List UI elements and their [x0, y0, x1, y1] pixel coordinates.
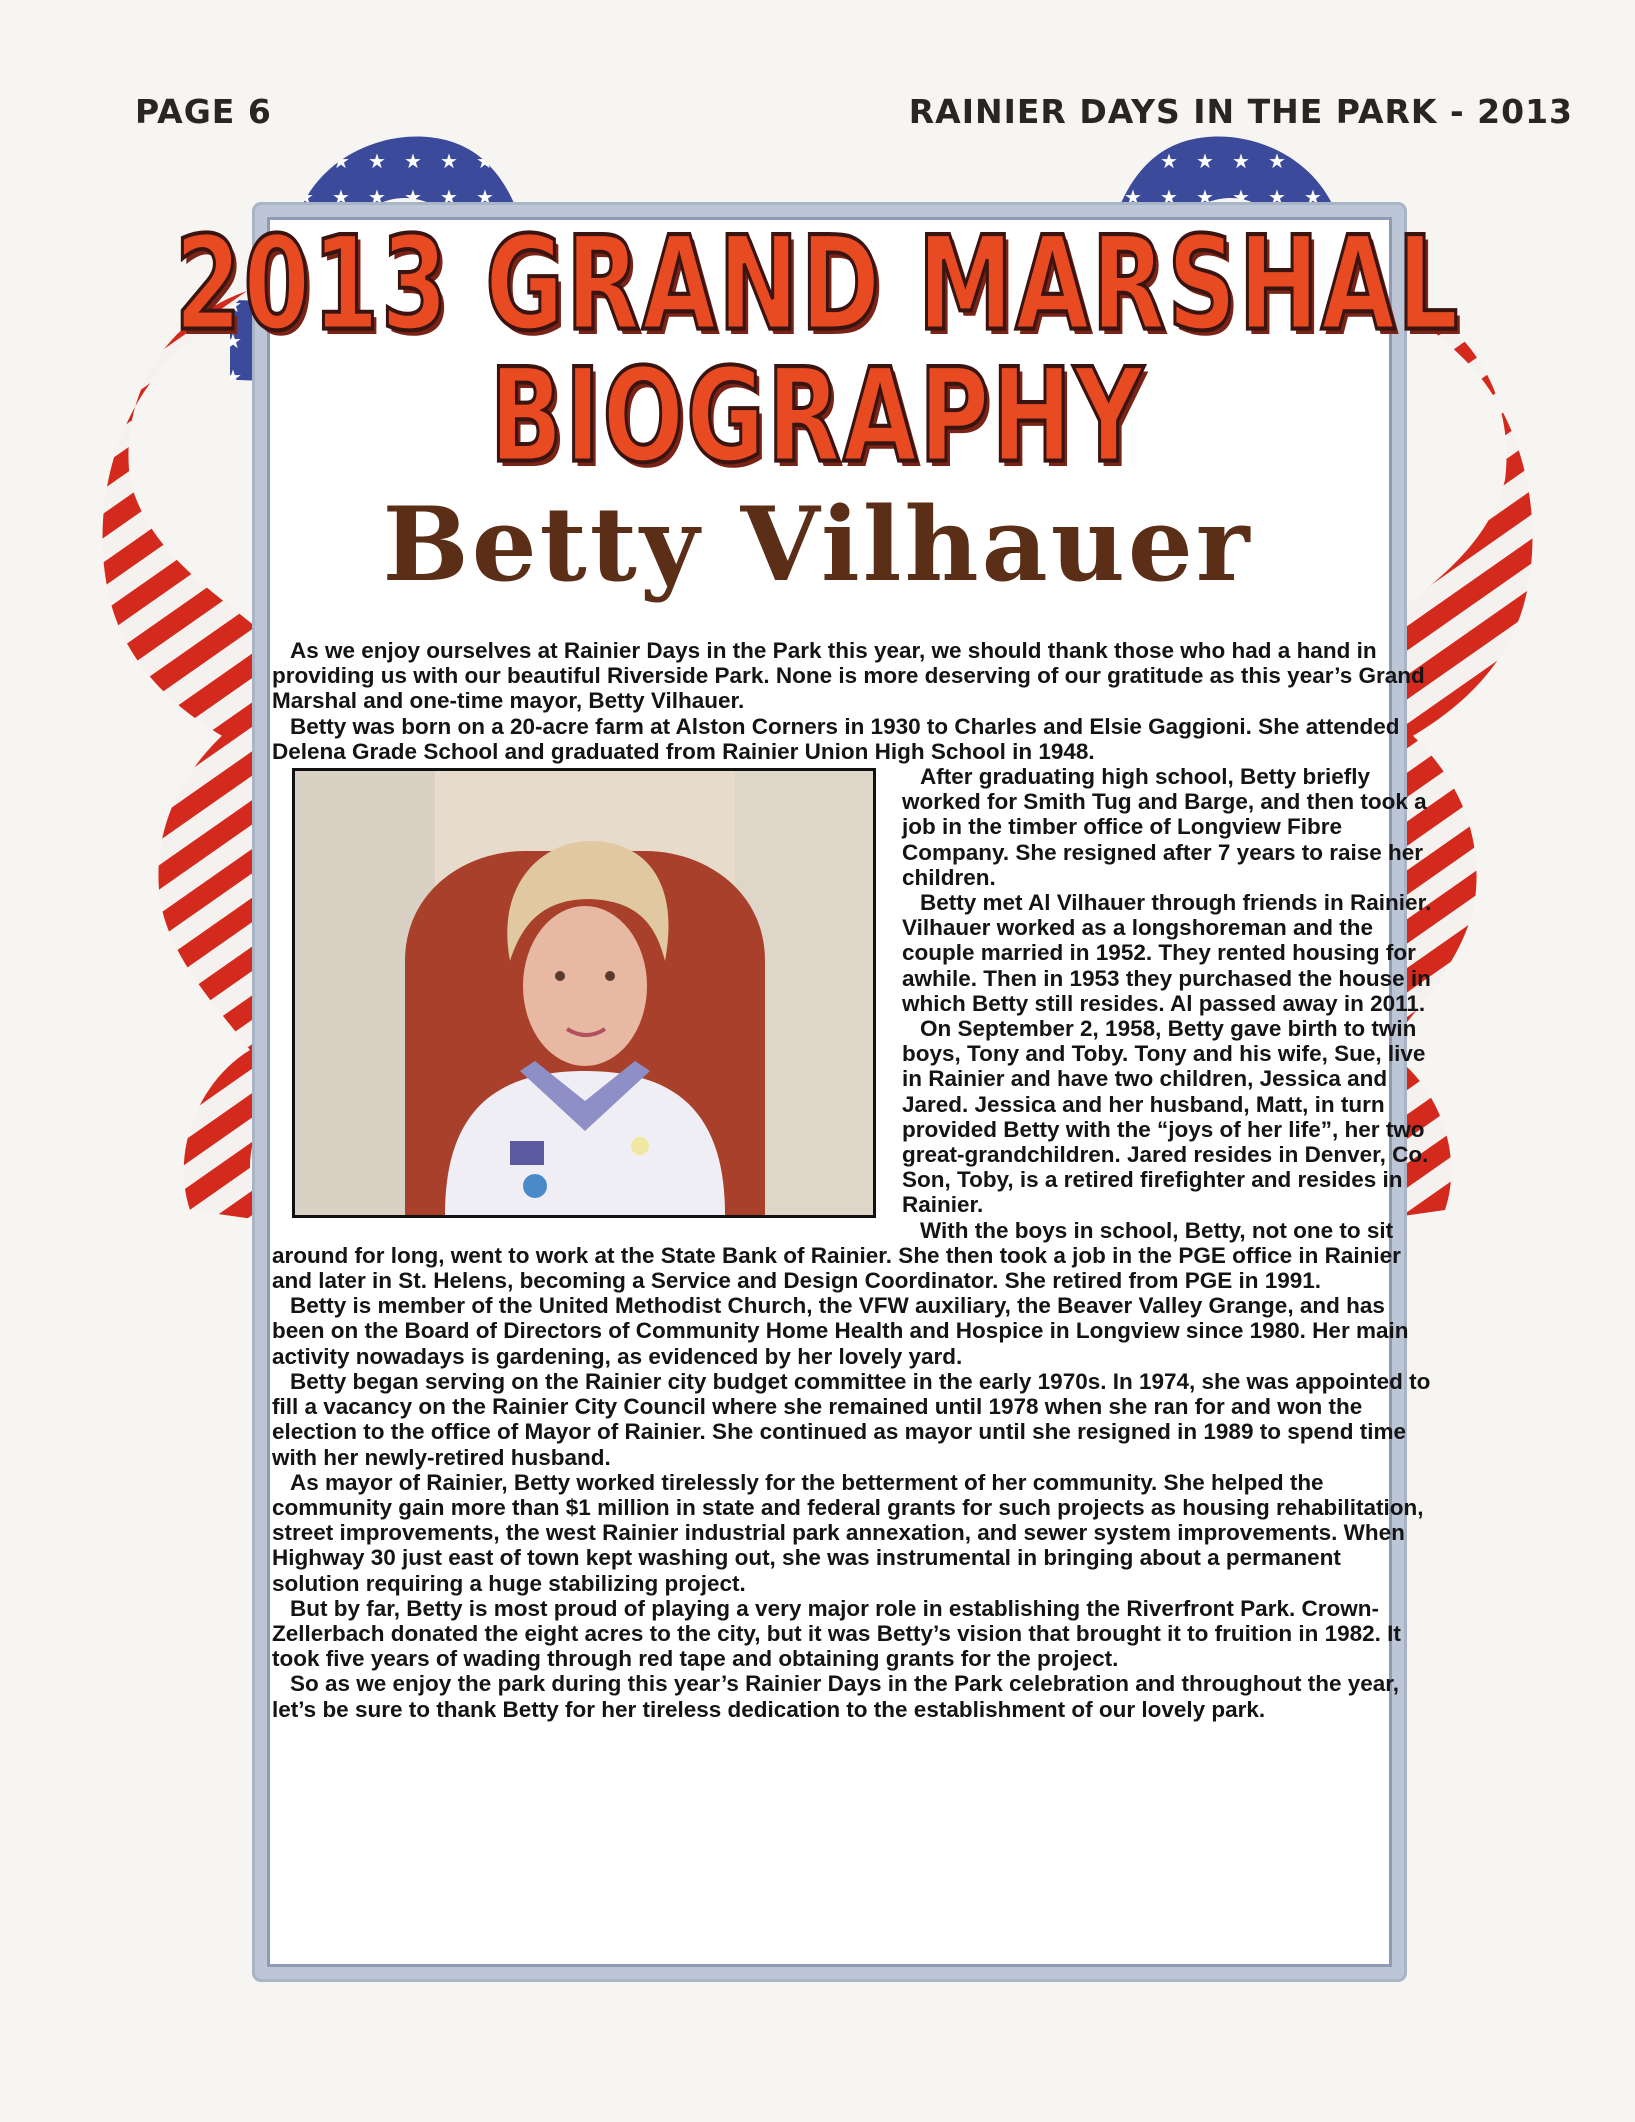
paragraph-8: Betty began serving on the Rainier city budget committee in the early 1970s. In 1974, she was appointed to fill a vacancy on the Rainier City Council where she remained until 1978 when she ran for and won the election to the office of Mayor of Rainier. She continued as mayor until she resigned in 1989 to spend time with her newly-retired husband. — [272, 1368, 1431, 1470]
paragraph-11: So as we enjoy the park during this year’s Rainier Days in the Park celebration and throughout the year, let’s be sure to thank Betty for her tireless dedication to the establishment of our lovely park. — [272, 1671, 1400, 1722]
paragraph-1: As we enjoy ourselves at Rainier Days in the Park this year, we should thank those who had a hand in providing us with our beautiful Riverside Park. None is more deserving of our gratitude as this year’s Grand Marshal and one-time mayor, Betty Vilhauer. — [272, 638, 1425, 714]
portrait-photo — [292, 768, 876, 1218]
paragraph-9: As mayor of Rainier, Betty worked tirelessly for the betterment of her community. She helped the community gain more than $1 million in state and federal grants for such projects as housing rehabilitation, street improvements, the west Rainier industrial park annexation, and sewer system improvements. When Highway 30 just east of town kept washing out, she was instrumental in bringing about a permanent solution requiring a huge stabilizing project. — [272, 1469, 1424, 1596]
portrait-image — [295, 771, 873, 1215]
paragraph-5: On September 2, 1958, Betty gave birth to twin boys, Tony and Toby. Tony and his wife, Sue, live in Rainier and have two children, Jessica and Jared. Jessica and her husband, Matt, in turn provided Betty with the “joys of her life”, her two great-grandchildren. Jared resides in Denver, Co. Son, Toby, is a retired firefighter and resides in Rainier. — [902, 1016, 1429, 1218]
publication-header: RAINIER DAYS IN THE PARK - 2013 — [908, 92, 1573, 131]
paragraph-2: Betty was born on a 20-acre farm at Alston Corners in 1930 to Charles and Elsie Gaggioni. She attended Delena Grade School and graduated from Rainier Union High School in 1948. — [272, 713, 1400, 764]
honoree-name: Betty Vilhauer — [382, 485, 1253, 605]
headline-line-2: BIOGRAPHY — [489, 340, 1146, 492]
headline-line-1: 2013 GRAND MARSHAL — [174, 208, 1461, 360]
paragraph-3: After graduating high school, Betty briefly worked for Smith Tug and Barge, and then took a job in the timber office of Longview Fibre Company. She resigned after 7 years to raise her children. — [902, 764, 1427, 890]
biography-article — [272, 638, 1432, 1722]
paragraph-10: But by far, Betty is most proud of playing a very major role in establishing the Riverfront Park. Crown-Zellerbach donated the eight acres to the city, but it was Betty’s vision that brought it to fruition in 1982. It took five years of wading through red tape and obtaining grants for the project. — [272, 1595, 1401, 1672]
page-number: PAGE 6 — [135, 92, 272, 131]
paragraph-4: Betty met Al Vilhauer through friends in Rainier. Vilhauer worked as a longshoreman and the couple married in 1952. They rented housing for awhile. Then in 1953 they purchased the house in which Betty still resides. Al passed away in 2011. — [902, 890, 1432, 1016]
paragraph-7: Betty is member of the United Methodist Church, the VFW auxiliary, the Beaver Valley Grange, and has been on the Board of Directors of Community Home Health and Hospice in Longview since 1980. Her main activity nowadays is gardening, as evidenced by her lovely yard. — [272, 1293, 1409, 1369]
paragraph-6: With the boys in school, Betty, not one to sit around for long, went to work at the State Bank of Rainier. She then took a job in the PGE office in Rainier and later in St. Helens, becoming a Service and Design Coordinator. She retired from PGE in 1991. — [272, 1217, 1401, 1294]
